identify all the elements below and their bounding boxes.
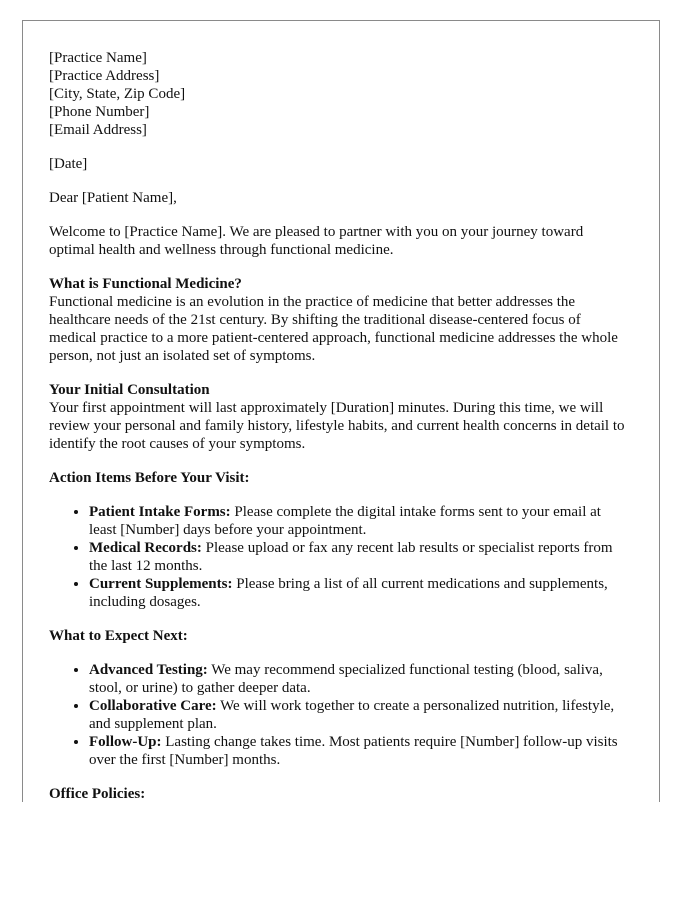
section-heading: Action Items Before Your Visit: (49, 470, 250, 486)
practice-name: [Practice Name] (49, 50, 147, 66)
section-heading: What is Functional Medicine? (49, 276, 242, 292)
list-item-text: Lasting change takes time. Most patients require [Number] follow-up visits over the first [Number] months. (89, 734, 618, 768)
practice-address-block (49, 49, 629, 139)
section-body: Your first appointment will last approximately [Duration] minutes. During this time, we will review your personal and family history, lifestyle habits, and current health concerns in detail to identify the root causes of your symptoms. (49, 400, 625, 452)
list-item (89, 575, 629, 611)
action-items-list (49, 503, 629, 611)
list-item (89, 539, 629, 575)
list-item-text: We may recommend specialized functional testing (blood, saliva, stool, or urine) to gather deeper data. (89, 662, 603, 696)
section-office-policies (49, 785, 629, 802)
list-item-label: Collaborative Care: (89, 698, 217, 714)
section-what-to-expect (49, 627, 629, 769)
list-item-text: Please complete the digital intake forms sent to your email at least [Number] days before your appointment. (89, 504, 601, 538)
list-item (89, 661, 629, 697)
letter-content (49, 49, 629, 802)
letter-date: [Date] (49, 156, 88, 172)
practice-city-state-zip: [City, State, Zip Code] (49, 86, 186, 102)
list-item-text: Please bring a list of all current medications and supplements, including dosages. (89, 576, 608, 610)
list-item-label: Follow-Up: (89, 734, 162, 750)
list-item-label: Medical Records: (89, 540, 202, 556)
practice-phone: [Phone Number] (49, 104, 150, 120)
section-action-items (49, 469, 629, 611)
practice-email: [Email Address] (49, 122, 147, 138)
section-body: Functional medicine is an evolution in the practice of medicine that better addresses the healthcare needs of the 21st century. By shifting the traditional disease-centered focus of medical practice to a more patient-centered approach, functional medicine addresses the whole person, not just an isolated set of symptoms. (49, 294, 618, 364)
list-item-label: Advanced Testing: (89, 662, 208, 678)
list-item (89, 697, 629, 733)
section-heading: Your Initial Consultation (49, 382, 210, 398)
section-heading: Office Policies: (49, 786, 146, 802)
section-initial-consultation (49, 381, 629, 453)
list-item-label: Patient Intake Forms: (89, 504, 231, 520)
intro-paragraph: Welcome to [Practice Name]. We are pleased to partner with you on your journey toward optimal health and wellness through functional medicine. (49, 224, 584, 258)
list-item-label: Current Supplements: (89, 576, 233, 592)
section-functional-medicine (49, 275, 629, 365)
salutation: Dear [Patient Name], (49, 190, 177, 206)
list-item (89, 503, 629, 539)
practice-address: [Practice Address] (49, 68, 160, 84)
expect-next-list (49, 661, 629, 769)
section-heading: What to Expect Next: (49, 628, 188, 644)
list-item-text: We will work together to create a personalized nutrition, lifestyle, and supplement plan. (89, 698, 615, 732)
list-item-text: Please upload or fax any recent lab results or specialist reports from the last 12 months. (89, 540, 613, 574)
letter-page (22, 20, 660, 802)
list-item (89, 733, 629, 769)
